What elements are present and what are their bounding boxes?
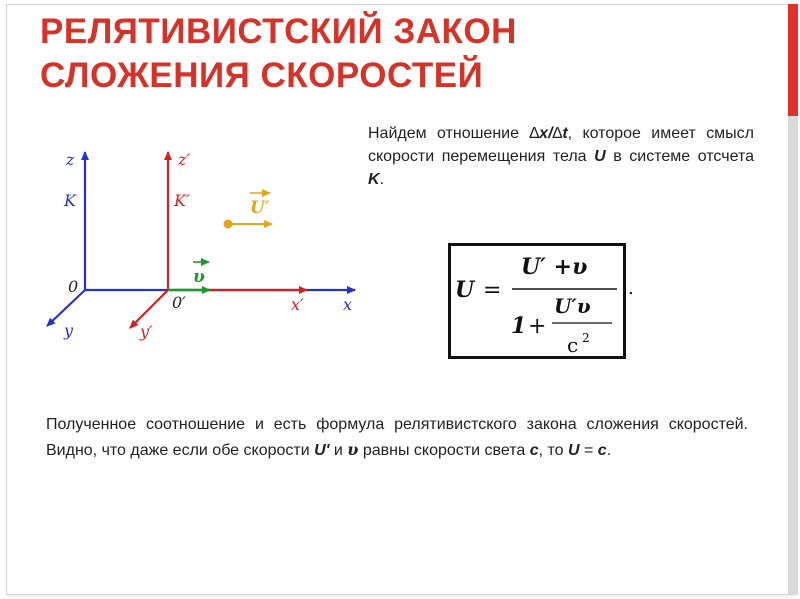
k-z-label: z	[66, 150, 75, 169]
velocity-v-label: υ	[193, 267, 205, 287]
formula-equals: =	[483, 278, 502, 303]
delta-symbol: ∆	[552, 125, 563, 142]
kprime-z-label: z′	[178, 150, 191, 169]
formula-numerator: U′ +υ	[521, 254, 588, 280]
kprime-y-label: y′	[140, 322, 153, 341]
k-x-label: x	[343, 295, 353, 314]
kprime-x-label: x′	[291, 295, 304, 314]
title-line-1: РЕЛЯТИВИСТСКИЙ ЗАКОН	[40, 12, 517, 51]
kprime-origin-label: 0′	[172, 293, 186, 312]
formula-denominator-one: 1	[511, 313, 527, 339]
k-y-label: y	[64, 321, 74, 340]
velocity-u-prime-label: U′	[250, 198, 270, 218]
formula-lhs: U	[455, 277, 475, 303]
title-line-2: СЛОЖЕНИЯ СКОРОСТЕЙ	[40, 56, 484, 95]
formula-inner-exponent: 2	[582, 331, 590, 345]
delta-symbol: ∆	[529, 125, 540, 142]
formula-inner-numerator: U′υ	[554, 294, 591, 318]
formula-inner-denominator: c	[567, 333, 579, 357]
formula-trailing-dot: .	[628, 278, 634, 299]
kprime-frame-label: K′	[174, 191, 190, 210]
intro-paragraph: Найдем отношение ∆x/∆t, которое имеет смысл скорости перемещения тела U в системе отсчета K.	[368, 125, 754, 188]
k-origin-label: 0	[68, 277, 79, 296]
formula-denominator-plus: +	[528, 314, 547, 339]
conclusion-paragraph: Полученное соотношение и есть формула релятивистского закона сложения скоростей. Видно, что даже если обе скорости U' и υ равны скорости света c, то U = c.	[46, 416, 748, 459]
k-frame-label: K	[64, 191, 76, 210]
